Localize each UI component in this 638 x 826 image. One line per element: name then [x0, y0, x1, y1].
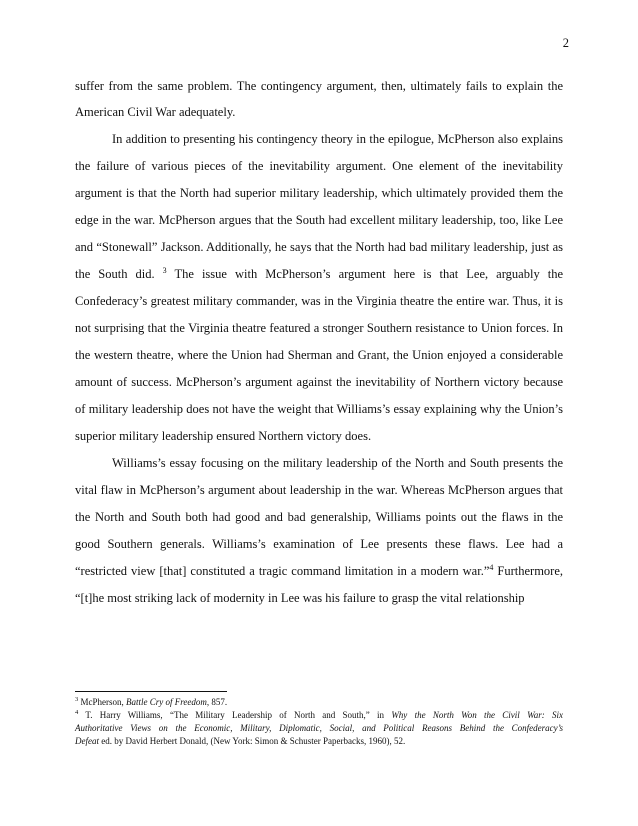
body-line: Williams’s essay focusing on the military leadership of the North and South presents the [112, 456, 563, 470]
body-line: vital flaw in McPherson’s argument about leadership in the war. Whereas McPherson argues that [75, 483, 563, 497]
body-text: “restricted view [that] constituted a tragic command limitation in a modern war.” [75, 564, 490, 578]
body-text: Furthermore, [497, 564, 564, 578]
body-text: The issue with McPherson’s argument here is that Lee, arguably the [174, 267, 563, 281]
footnote-title: Why the North Won the Civil War: Six [391, 710, 564, 720]
footnote-number: 4 [75, 709, 79, 716]
footnote-title: Battle Cry of Freedom [126, 697, 207, 707]
footnote-divider [75, 691, 227, 692]
body-line: argument is that the North had superior military leadership, which ultimately provided them the [75, 186, 563, 200]
body-line: Confederacy’s greatest military commander, was in the Virginia theatre the entire war. Thus, it is [75, 294, 563, 308]
body-text: the South did. [75, 267, 155, 281]
body-line: the western theatre, where the Union had Sherman and Grant, the Union enjoyed a considerable [75, 348, 563, 362]
footnote-text: , 857. [206, 697, 228, 707]
body-line: edge in the war. McPherson argues that the South had excellent military leadership, too, like Lee [75, 213, 563, 227]
body-line: amount of success. McPherson’s argument against the inevitability of Northern victory because [75, 375, 563, 389]
footnote-ref-4: 4 [489, 562, 494, 572]
body-line: the failure of various pieces of the inevitability argument. One element of the inevitability [75, 159, 563, 173]
footnote-title: Defeat [75, 736, 99, 746]
body-line: superior military leadership ensured Northern victory does. [75, 429, 372, 443]
footnote-3 [75, 697, 563, 709]
footnote-ref-3: 3 [162, 265, 167, 275]
footnote-text: ed. by David Herbert Donald, (New York: Simon & Schuster Paperbacks, 1960), 52. [101, 736, 406, 746]
body-line: of military leadership does not have the weight that Williams’s essay explaining why the Union’s [75, 402, 563, 416]
body-line: the North and South both had good and bad generalship, Williams points out the flaws in the [75, 510, 563, 524]
page-number: 2 [562, 36, 569, 50]
body-line: suffer from the same problem. The contingency argument, then, ultimately fails to explain the [75, 79, 563, 93]
body-line: American Civil War adequately. [75, 105, 236, 119]
body-line [75, 266, 563, 283]
body-line [75, 563, 563, 580]
footnote-4-line [75, 710, 563, 722]
body-line: and “Stonewall” Jackson. Additionally, he says that the North had bad military leadership, just as [75, 240, 563, 254]
body-line: good Southern generals. Williams’s examination of Lee presents these flaws. Lee had a [75, 537, 563, 551]
footnote-4-line: Authoritative Views on the Economic, Military, Diplomatic, Social, and Political Reasons Behind the Confederacy’s [75, 723, 563, 733]
footnote-text: T. Harry Williams, “The Military Leadership of North and South,” in [85, 710, 385, 720]
footnote-number: 3 [75, 696, 79, 703]
body-line: “[t]he most striking lack of modernity in Lee was his failure to grasp the vital relationship [75, 591, 525, 605]
footnote-text: McPherson, [80, 697, 124, 707]
body-line: not surprising that the Virginia theatre featured a stronger Southern resistance to Union forces. In [75, 321, 563, 335]
body-line: In addition to presenting his contingency theory in the epilogue, McPherson also explains [112, 132, 563, 146]
footnote-4-line [75, 736, 563, 748]
